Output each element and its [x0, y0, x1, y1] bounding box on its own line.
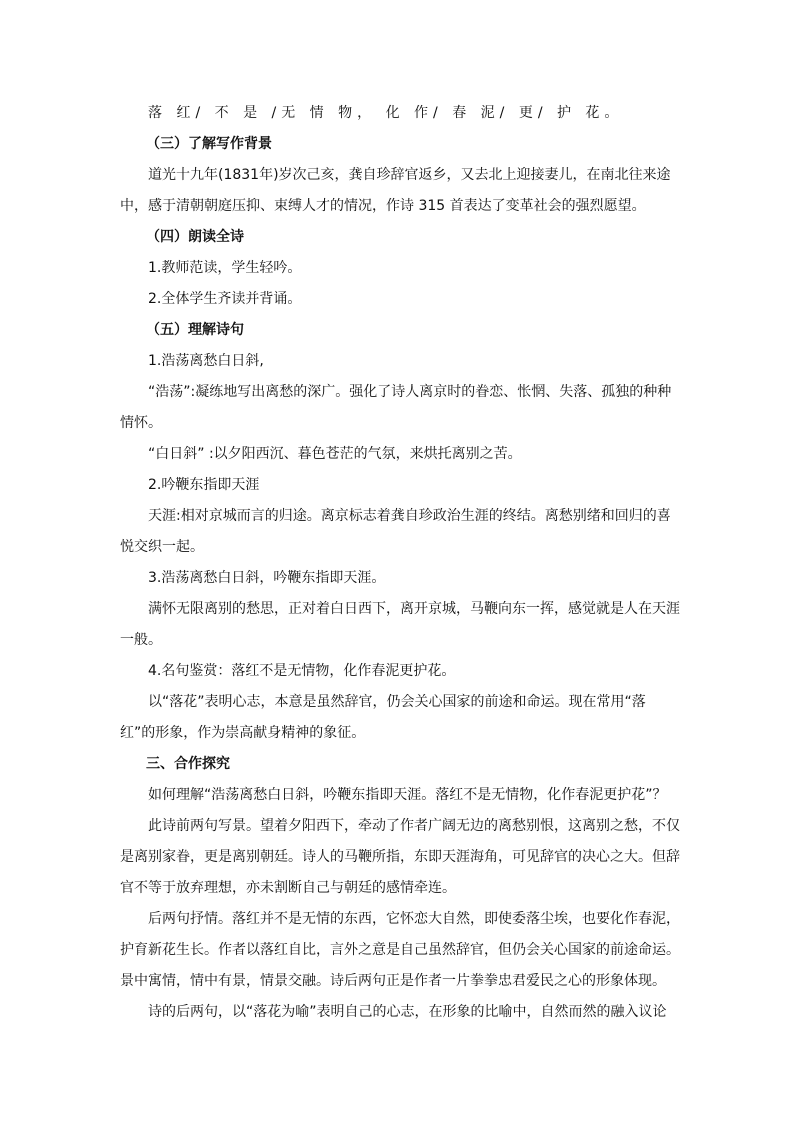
inquiry-question: 如何理解“浩荡离愁白日斜，吟鞭东指即天涯。落红不是无情物，化作春泥更护花”？ — [148, 787, 667, 803]
section-heading-inquiry: 三、合作探究 — [146, 756, 230, 772]
understanding-item-note: “浩荡”:凝练地写出离愁的深广。强化了诗人离京时的眷恋、怅惘、失落、孤独的种种情怀。 — [120, 384, 672, 431]
understanding-item-note: 天涯:相对京城而言的归途。离京标志着龚自珍政治生涯的终结。离愁别绪和回归的喜悦交织一起。 — [120, 508, 671, 555]
reading-item-1: 1.教师范读，学生轻吟。 — [148, 260, 302, 276]
understanding-item-title: 1.浩荡离愁白日斜, — [148, 353, 264, 369]
inquiry-paragraph: 后两句抒情。落红并不是无情的东西，它怀恋大自然，即使委落尘埃，也要化作春泥，护育新花生长。作者以落红自比，言外之意是自己虽然辞官，但仍会关心国家的前途命运。景中寓情，情中有景，情景交融。诗后两句正是作者一片拳拳忠君爱民之心的形象体现。 — [120, 911, 680, 989]
understanding-item-title: 2.吟鞭东指即天涯 — [148, 477, 260, 493]
poem-reading-line: 落 红/ 不 是 /无 情 物， 化 作/ 春 泥/ 更/ 护 花。 — [148, 105, 624, 121]
background-paragraph: 道光十九年(1831年)岁次己亥，龚自珍辞官返乡，又去北上迎接妻儿，在南北往来途中，感于清朝朝庭压抑、束缚人才的情况，作诗 315 首表达了变革社会的强烈愿望。 — [120, 167, 671, 214]
understanding-item-note: “白日斜” :以夕阳西沉、暮色苍茫的气氛，来烘托离别之苦。 — [148, 446, 522, 462]
inquiry-paragraph: 此诗前两句写景。望着夕阳西下，牵动了作者广阔无边的离愁别恨，这离别之愁，不仅是离别家眷，更是离别朝廷。诗人的马鞭所指，东即天涯海角，可见辞官的决心之大。但辞官不等于放弃理想，亦未割断自己与朝廷的感情牵连。 — [120, 818, 680, 896]
understanding-item-title: 3.浩荡离愁白日斜，吟鞭东指即天涯。 — [148, 570, 386, 586]
understanding-item-note: 以“落花”表明心志，本意是虽然辞官，仍会关心国家的前途和命运。现在常用“落红”的形象，作为崇高献身精神的象征。 — [120, 694, 646, 741]
section-heading-understanding: （五）理解诗句 — [146, 322, 244, 338]
understanding-item-note: 满怀无限离别的愁思，正对着白日西下，离开京城，马鞭向东一挥，感觉就是人在天涯一般。 — [120, 601, 680, 648]
reading-item-2: 2.全体学生齐读并背诵。 — [148, 291, 302, 307]
section-heading-background: （三）了解写作背景 — [146, 136, 272, 152]
understanding-item-title: 4.名句鉴赏：落红不是无情物，化作春泥更护花。 — [148, 663, 456, 679]
inquiry-paragraph: 诗的后两句，以“落花为喻”表明自己的心志，在形象的比喻中，自然而然的融入议论 — [148, 1004, 667, 1020]
section-heading-reading: （四）朗读全诗 — [146, 229, 244, 245]
